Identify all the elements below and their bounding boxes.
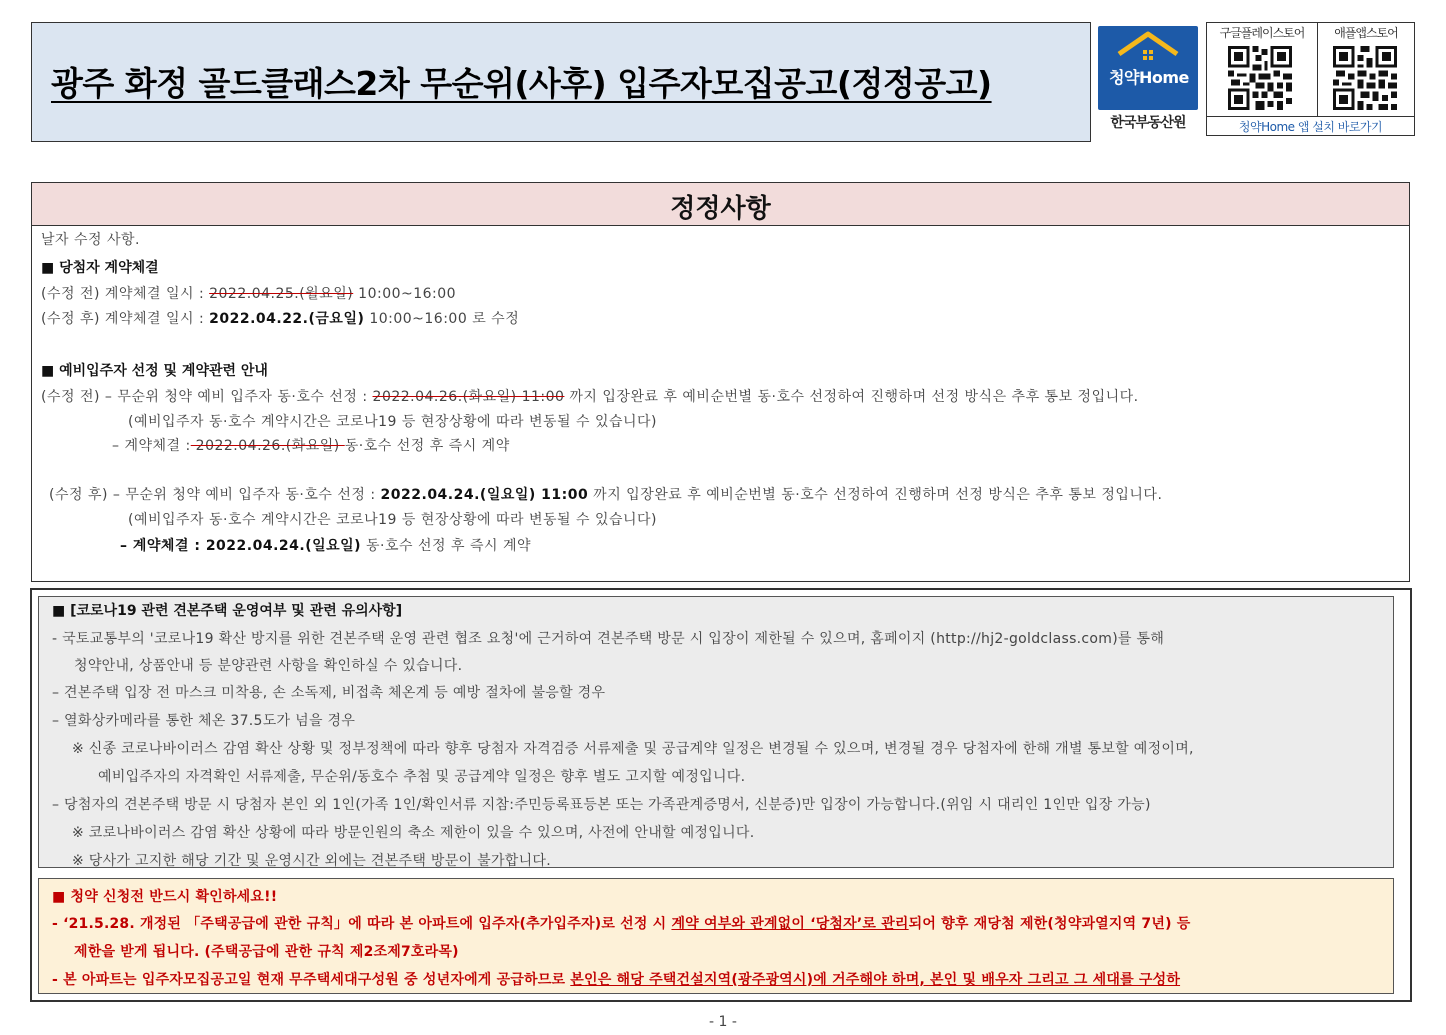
correction-title: 정정사항: [670, 194, 771, 224]
reserve-before-line-1: [41, 386, 1139, 406]
contract-before-struck-date: 2022.04.25.(월요일): [209, 286, 354, 302]
reserve-after-line-2: (예비입주자 동·호수 계약시간은 코로나19 등 현장상황에 따라 변동될 수 있습니다): [128, 512, 658, 528]
reserve-after-line-3: [120, 535, 531, 555]
reserve-before-line-2: (예비입주자 동·호수 계약시간은 코로나19 등 현장상황에 따라 변동될 수 있습니다): [128, 414, 658, 430]
qr-code-icon-google[interactable]: [1228, 46, 1292, 110]
reserve-before-contract-struck: 2022.04.26.(화요일): [190, 438, 345, 454]
correction-intro: 날자 수정 사항.: [41, 232, 140, 248]
reserve-after-line-1: [49, 484, 1162, 504]
contract-after-date: 2022.04.22.(금요일): [209, 311, 365, 327]
contract-before-prefix: (수정 전) 계약체결 일시 :: [41, 286, 210, 302]
qr-divider-horizontal: [1206, 116, 1415, 117]
warning-line-1-a: - ‘21.5.28. 개정된 「주택공급에 관한 규칙」에 따라 본 아파트에 입주자(추가입주자)로 선정 시: [52, 916, 672, 932]
covid-line: ※ 신종 코로나바이러스 감염 확산 상황 및 정부정책에 따라 향후 당첨자 자격검증 서류제출 및 공급계약 일정은 변경될 수 있으며, 변경될 경우 당첨자에 한해 개별 통보할 예정이며,: [72, 741, 1194, 757]
reserve-before-contract-prefix: – 계약체결 :: [112, 438, 191, 454]
logo-text: 청약Home: [1109, 68, 1189, 87]
reserve-heading: ■ 예비입주자 선정 및 계약관련 안내: [41, 363, 268, 379]
qr-label-google: 구글플레이스토어: [1219, 26, 1305, 40]
warning-line-3: [52, 969, 1180, 989]
reserve-after-date: 2022.04.24.(일요일) 11:00: [380, 487, 589, 503]
reserve-before-prefix: (수정 전) – 무순위 청약 예비 입주자 동·호수 선정 :: [41, 389, 373, 405]
qr-label-apple: 애플앱스토어: [1334, 26, 1398, 40]
reserve-before-line-3: [112, 435, 510, 455]
reserve-after-suffix: 까지 입장완료 후 예비순번별 동·호수 선정하여 진행하며 선정 방식은 추후 통보 정입니다.: [588, 487, 1163, 503]
contract-after-suffix: 10:00~16:00 로 수정: [364, 311, 520, 327]
covid-line: 예비입주자의 자격확인 서류제출, 무순위/동호수 추첨 및 공급계약 일정은 향후 별도 고지할 예정입니다.: [98, 769, 746, 785]
qr-code-icon-apple[interactable]: [1333, 46, 1397, 110]
covid-line: – 열화상카메라를 통한 체온 37.5도가 넘을 경우: [52, 713, 356, 729]
covid-line: ※ 코로나바이러스 감염 확산 상황에 따라 방문인원의 축소 제한이 있을 수 있으며, 사전에 안내할 예정입니다.: [72, 825, 755, 841]
contract-before-suffix: 10:00~16:00: [353, 286, 457, 302]
covid-line: – 견본주택 입장 전 마스크 미착용, 손 소독제, 비접촉 체온계 등 예방 절차에 불응할 경우: [52, 685, 606, 701]
contract-heading: ■ 당첨자 계약체결: [41, 260, 159, 276]
covid-line: ※ 당사가 고지한 해당 기간 및 운영시간 외에는 견본주택 방문이 불가합니다.: [72, 853, 552, 869]
org-name: 한국부동산원: [1110, 115, 1186, 131]
reserve-after-contract-suffix: 동·호수 선정 후 즉시 계약: [361, 538, 532, 554]
reserve-after-prefix: (수정 후) – 무순위 청약 예비 입주자 동·호수 선정 :: [49, 487, 381, 503]
covid-line: – 당첨자의 견본주택 방문 시 당첨자 본인 외 1인(가족 1인/확인서류 지참:주민등록표등본 또는 가족관계증명서, 신분증)만 입장이 가능합니다.(위임 시 대리인 1인만 입장 가능): [52, 797, 1151, 813]
warning-line-3-underlined: 본인은 해당 주택건설지역(광주광역시)에 거주해야 하며, 본인 및 배우자 그리고 그 세대를 구성하: [570, 972, 1181, 988]
contract-after-prefix: (수정 후) 계약체결 일시 :: [41, 311, 210, 327]
warning-line-3-a: - 본 아파트는 입주자모집공고일 현재 무주택세대구성원 중 성년자에게 공급하므로: [52, 972, 571, 988]
warning-line-1: [52, 913, 1190, 933]
covid-line: - 국토교통부의 '코로나19 확산 방지를 위한 견본주택 운영 관련 협조 요청'에 근거하여 견본주택 방문 시 입장이 제한될 수 있으며, 홈페이지 (http://hj2-goldclass.com)를 통해: [52, 631, 1165, 647]
page-number: - 1 -: [709, 1014, 737, 1030]
covid-heading: ■ [코로나19 관련 견본주택 운영여부 및 관련 유의사항]: [52, 603, 403, 619]
warning-line-1-underlined: 계약 여부와 관계없이 ‘당첨자’로 관리: [671, 916, 909, 932]
reserve-before-suffix: 까지 입장완료 후 예비순번별 동·호수 선정하여 진행하며 선정 방식은 추후 통보 정입니다.: [564, 389, 1139, 405]
warning-line-2: 제한을 받게 됩니다. (주택공급에 관한 규칙 제2조제7호라목): [74, 944, 459, 960]
reserve-before-struck-date: 2022.04.26.(화요일) 11:00: [372, 389, 565, 405]
page-title: 광주 화정 골드클래스2차 무순위(사후) 입주자모집공고(정정공고): [51, 64, 992, 103]
contract-before-line: [41, 283, 456, 303]
app-install-link[interactable]: 청약Home 앱 설치 바로가기: [1238, 120, 1383, 134]
warning-heading: ■ 청약 신청전 반드시 확인하세요!!: [52, 889, 278, 905]
reserve-after-contract-date: – 계약체결 : 2022.04.24.(일요일): [120, 538, 362, 554]
warning-line-1-b: 되어 향후 재당첨 제한(청약과열지역 7년) 등: [908, 916, 1191, 932]
contract-after-line: [41, 308, 519, 328]
covid-line: 청약안내, 상품안내 등 분양관련 사항을 확인하실 수 있습니다.: [74, 658, 463, 674]
house-icon: [1113, 30, 1183, 68]
reserve-before-contract-suffix: 동·호수 선정 후 즉시 계약: [344, 438, 510, 454]
